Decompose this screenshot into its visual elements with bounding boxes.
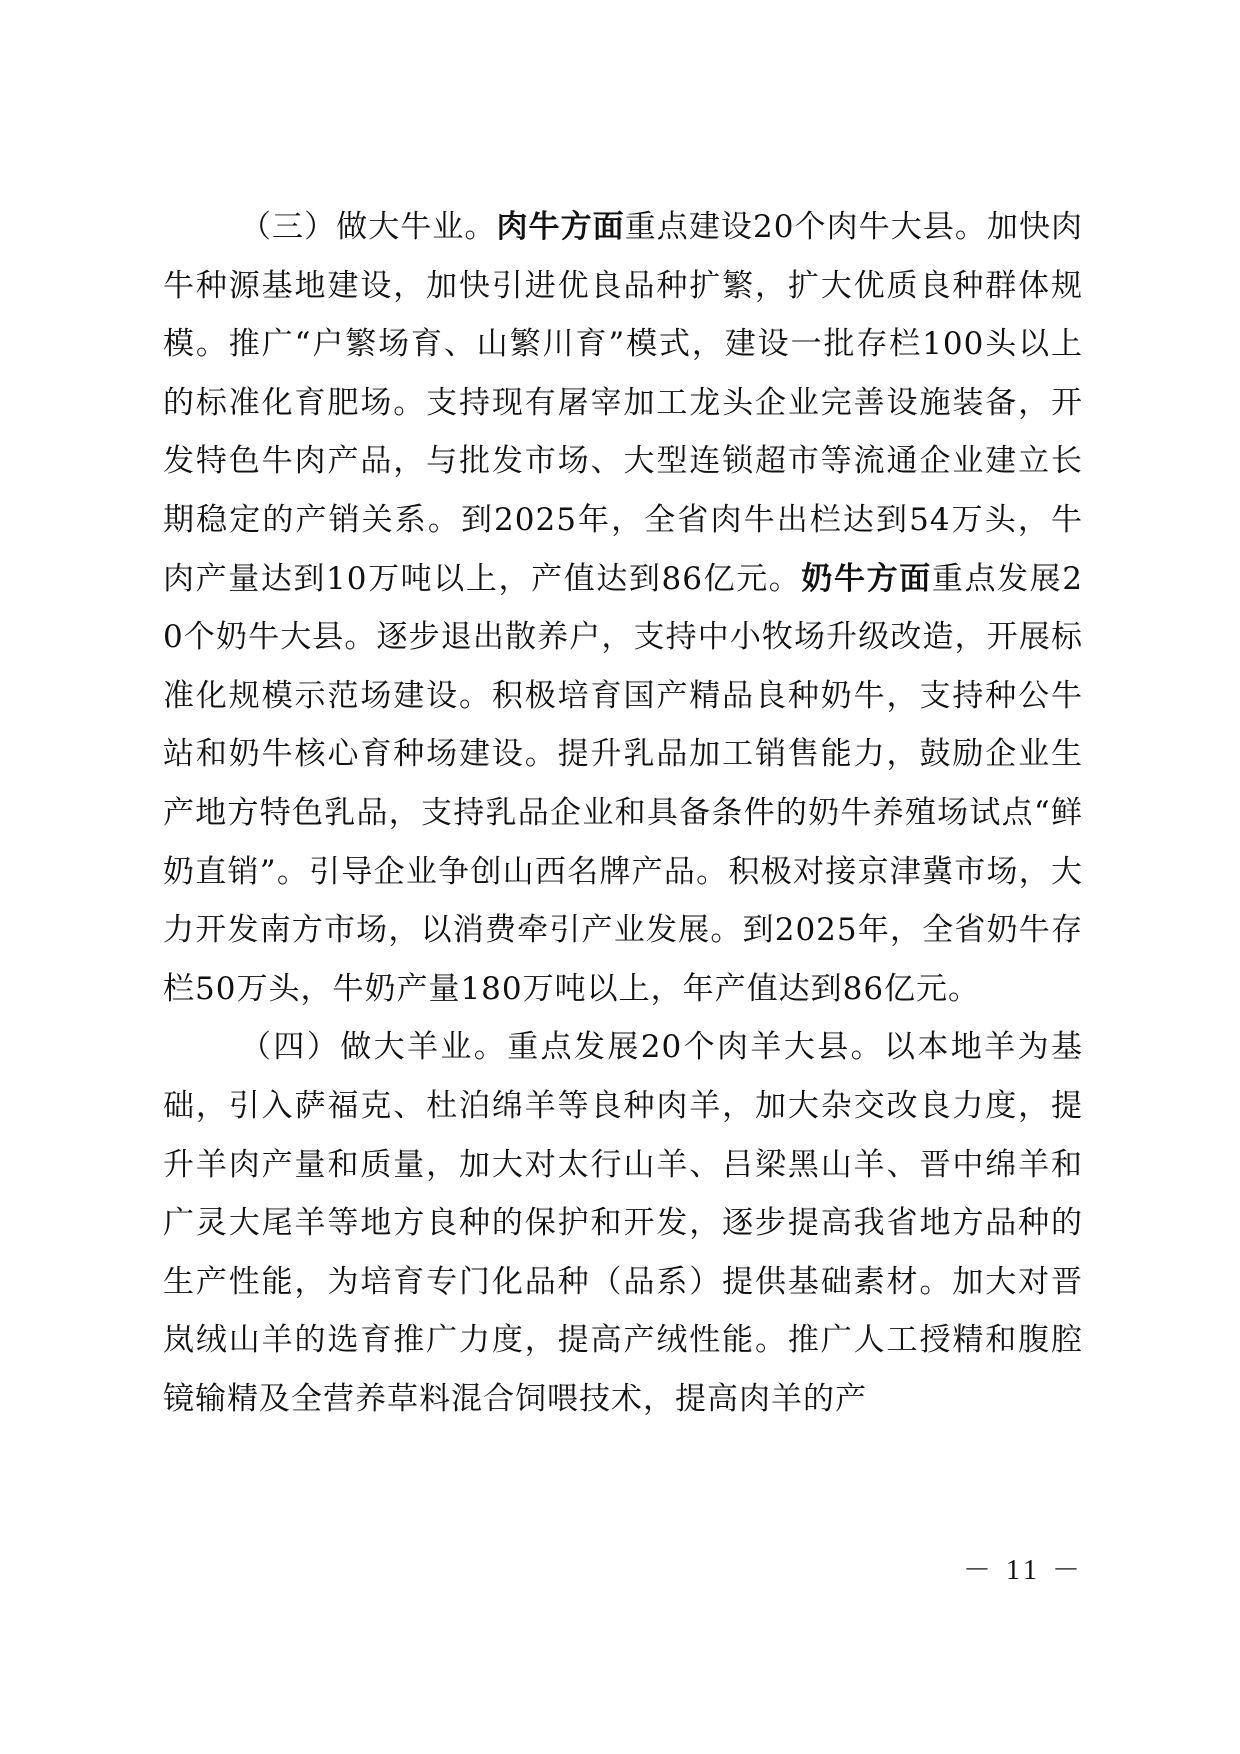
dairy-cattle-text: 重点发展20个奶牛大县。逐步退出散养户，支持中小牧场升级改造，开展标准化规模示范场建设。积极培育国产精品良种奶牛，支持种公牛站和奶牛核心育种场建设。提升乳品加工销售能力，鼓励企业生产地方特色乳品，支持乳品企业和具备条件的奶牛养殖场试点“鲜奶直销”。引导企业争创山西名牌产品。积极对接京津冀市场，大力开发南方市场，以消费牵引产业发展。到2025年，全省奶牛存栏50万头，牛奶产量180万吨以上，年产值达到86亿元。 <box>163 560 1083 1007</box>
section-heading-cattle: （三）做大牛业。 <box>240 209 497 245</box>
beef-cattle-text: 重点建设20个肉牛大县。加快肉牛种源基地建设，加快引进优良品种扩繁，扩大优质良种群体规模。推广“户繁场育、山繁川育”模式，建设一批存栏100头以上的标准化育肥场。支持现有屠宰加工龙头企业完善设施装备，开发特色牛肉产品，与批发市场、大型连锁超市等流通企业建立长期稳定的产销关系。到2025年，全省肉牛出栏达到54万头，牛肉产量达到10万吨以上，产值达到86亿元。 <box>163 209 1083 597</box>
document-body <box>163 198 1083 1428</box>
section-heading-sheep: （四）做大羊业。 <box>240 1029 508 1066</box>
page-number: － 11 － <box>963 1555 1084 1586</box>
dairy-cattle-label: 奶牛方面 <box>801 560 932 597</box>
paragraph-sheep-industry <box>163 1018 1083 1428</box>
sheep-industry-text: 重点发展20个肉羊大县。以本地羊为基础，引入萨福克、杜泊绵羊等良种肉羊，加大杂交改良力度，提升羊肉产量和质量，加大对太行山羊、吕梁黑山羊、晋中绵羊和广灵大尾羊等地方良种的保护和开发，逐步提高我省地方品种的生产性能，为培育专门化品种（品系）提供基础素材。加大对晋岚绒山羊的选育推广力度，提高产绒性能。推广人工授精和腹腔镜输精及全营养草料混合饲喂技术，提高肉羊的产 <box>163 1029 1083 1417</box>
beef-cattle-label: 肉牛方面 <box>496 209 625 245</box>
paragraph-cattle-industry <box>163 198 1083 1018</box>
